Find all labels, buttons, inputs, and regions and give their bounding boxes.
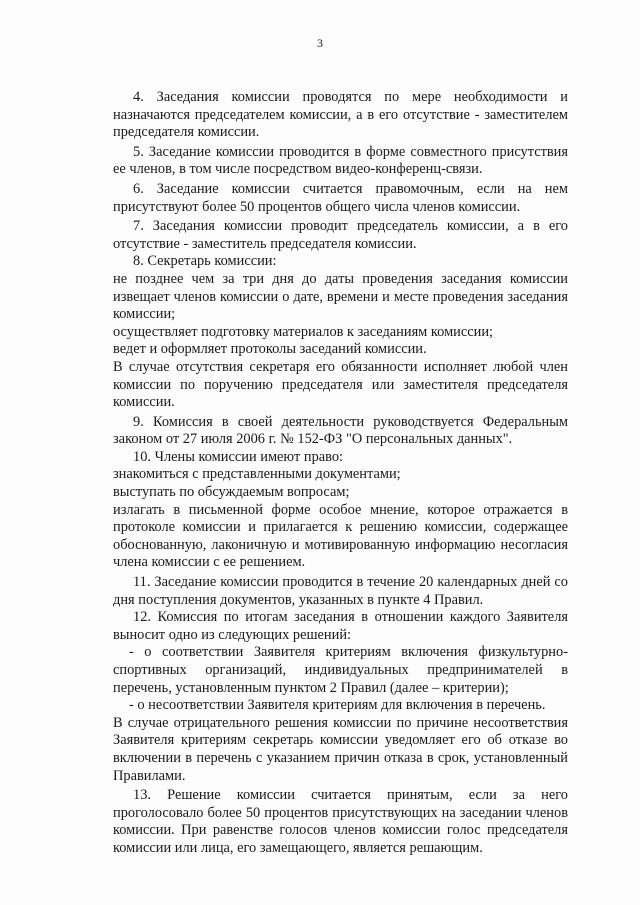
paragraph-8-item-2: осуществляет подготовку материалов к заседаниям комиссии;	[113, 323, 494, 340]
page-number: 3	[317, 36, 323, 50]
paragraph-12: 12. Комиссия по итогам заседания в отношении каждого Заявителя выносит одно из следующих решений:	[113, 609, 568, 643]
paragraph-12-option-1: - о соответствии Заявителя критериям включения физкультурно-спортивных организаций, индивидуальных предпринимателей в перечень, установленным пунктом 2 Правил (далее – критерии);	[113, 644, 568, 696]
paragraph-11: 11. Заседание комиссии проводится в течение 20 календарных дней со дня поступления документов, указанных в пункте 4 Правил.	[113, 574, 568, 608]
paragraph-5: 5. Заседание комиссии проводится в форме совместного присутствия ее членов, в том числе посредством видео-конференц-связи.	[113, 143, 568, 178]
paragraph-4: 4. Заседания комиссии проводятся по мере необходимости и назначаются председателем комиссии, а в его отсутствие - заместителем председателя комиссии.	[113, 89, 568, 141]
paragraph-10-item-2: выступать по обсуждаемым вопросам;	[113, 484, 350, 501]
paragraph-12-refusal: В случае отрицательного решения комиссии по причине несоответствия Заявителя критериям секретарь комиссии уведомляет его об отказе во включении в перечень с указанием причин отказа в срок, установленный Правилами.	[113, 714, 568, 784]
document-body	[113, 89, 568, 858]
paragraph-8-item-1: не позднее чем за три дня до даты проведения заседания комиссии извещает членов комиссии о дате, времени и месте проведения заседания комиссии;	[113, 270, 568, 323]
paragraph-9: 9. Комиссия в своей деятельности руководствуется Федеральным законом от 27 июля 2006 г. № 152-ФЗ "О персональных данных".	[113, 413, 568, 448]
paragraph-8: 8. Секретарь комиссии:	[133, 253, 277, 270]
paragraph-7: 7. Заседания комиссии проводит председатель комиссии, а в его отсутствие - заместитель председателя комиссии.	[113, 218, 568, 252]
paragraph-10-item-1: знакомиться с представленными документами;	[113, 466, 401, 483]
paragraph-10: 10. Члены комиссии имеют право:	[133, 448, 344, 465]
paragraph-8-absence: В случае отсутствия секретаря его обязанности исполняет любой член комиссии по поручению председателя или заместителя председателя комиссии.	[113, 358, 568, 411]
paragraph-8-item-3: ведет и оформляет протоколы заседаний комиссии.	[113, 341, 427, 358]
paragraph-6: 6. Заседание комиссии считается правомочным, если на нем присутствуют более 50 процентов общего числа членов комиссии.	[113, 180, 568, 215]
paragraph-10-item-3: излагать в письменной форме особое мнение, которое отражается в протоколе комиссии и прилагается к решению комиссии, содержащее обоснованную, лаконичную и мотивированную информацию несогласия члена комиссии с ее решением.	[113, 501, 568, 571]
paragraph-13: 13. Решение комиссии считается принятым, если за него проголосовало более 50 процентов присутствующих на заседании членов комиссии. При равенстве голосов членов комиссии голос председателя комиссии или лица, его замещающего, является решающим.	[113, 787, 568, 856]
paragraph-12-option-2: - о несоответствии Заявителя критериям для включения в перечень.	[129, 697, 546, 714]
